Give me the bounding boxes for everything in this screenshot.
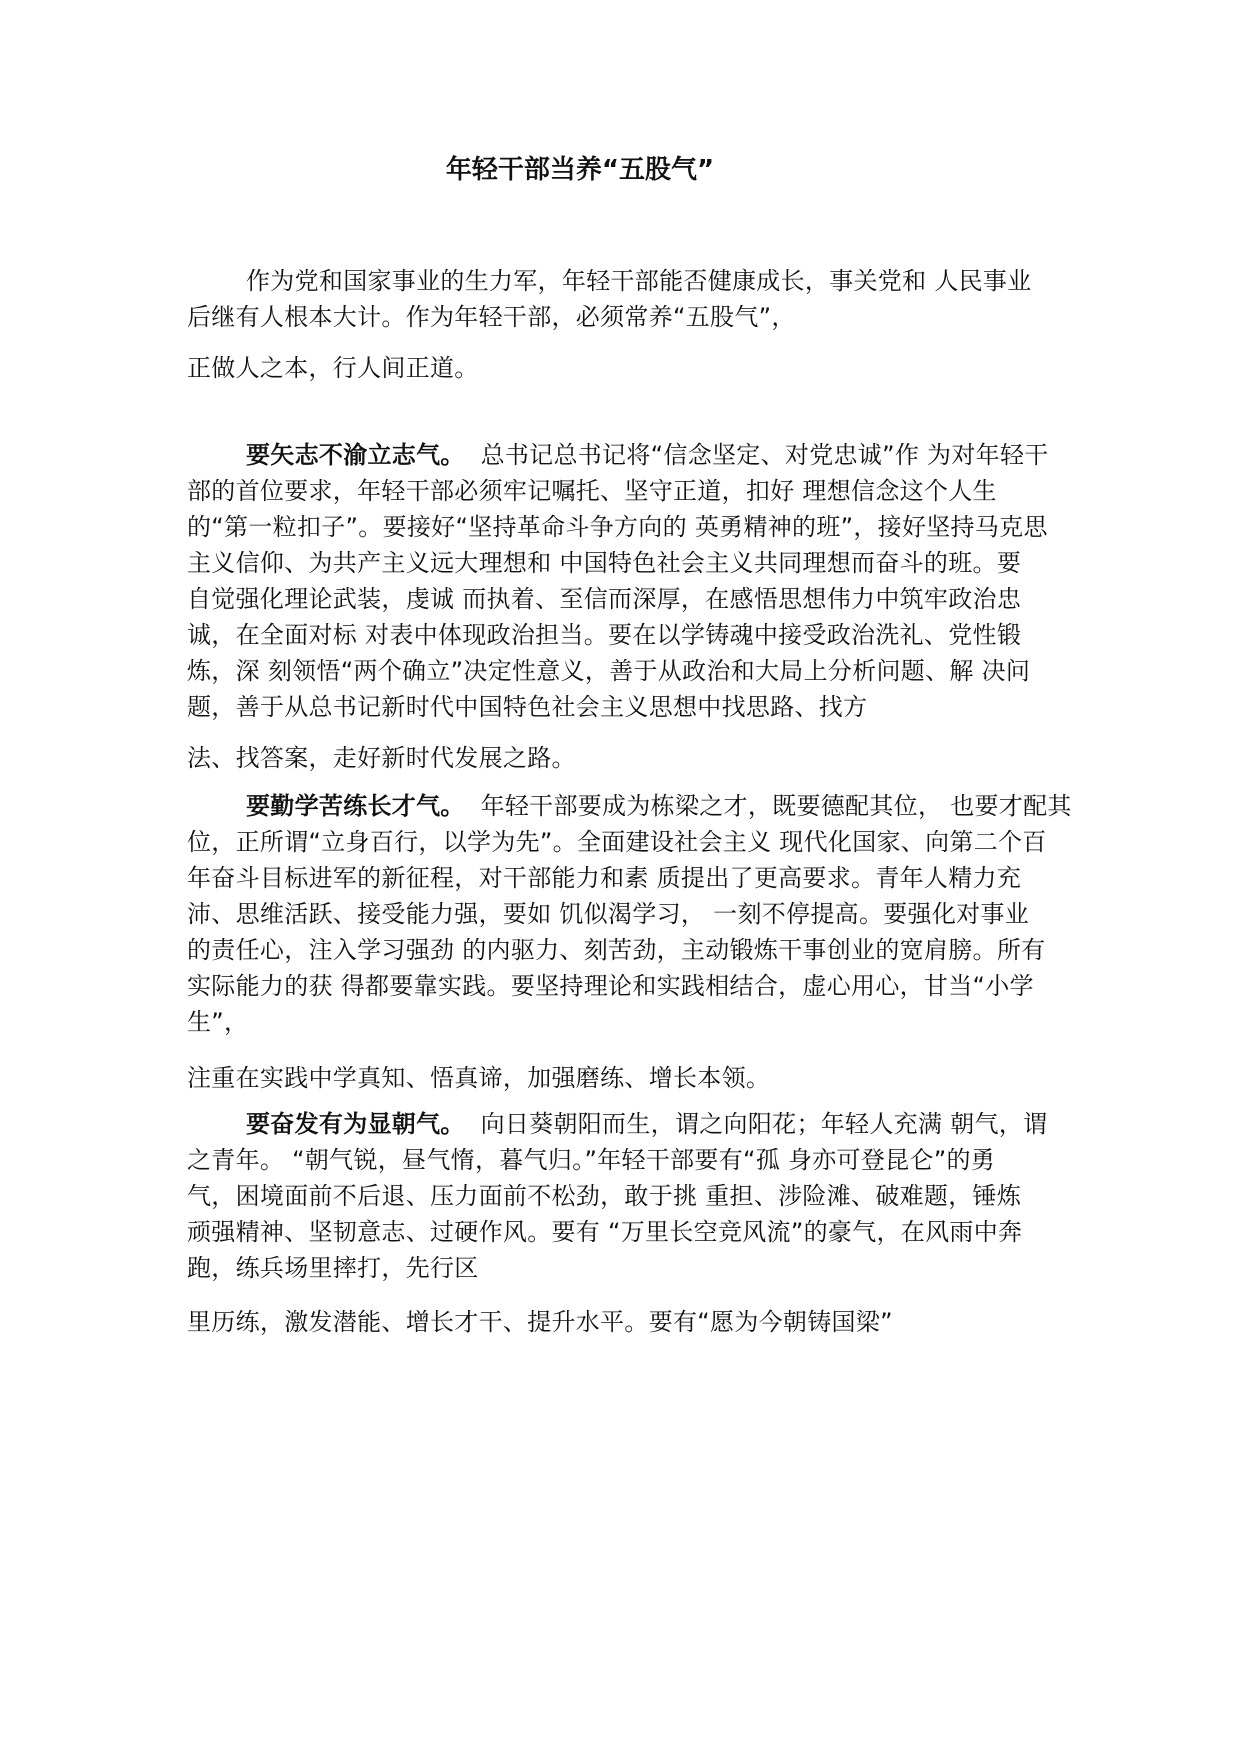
paragraph-line: 题，善于从总书记新时代中国特色社会主义思想中找思路、找方 bbox=[187, 693, 868, 721]
paragraph-line: 的责任心，注入学习强劲 的内驱力、刻苦劲，主动锻炼干事创业的宽肩膀。所有 bbox=[187, 936, 1046, 964]
paragraph-line: 气，困境面前不后退、压力面前不松劲，敢于挑 重担、涉险滩、破难题，锤炼 bbox=[187, 1182, 1022, 1210]
paragraph-line: 实际能力的获 得都要靠实践。要坚持理论和实践相结合，虚心用心，甘当“小学 bbox=[187, 972, 1034, 1000]
document-title: 年轻干部当养“五股气” bbox=[445, 155, 715, 185]
paragraph-line: 炼，深 刻领悟“两个确立”决定性意义，善于从政治和大局上分析问题、解 决问 bbox=[187, 657, 1031, 685]
paragraph-line: 注重在实践中学真知、悟真谛，加强磨练、增长本领。 bbox=[187, 1064, 771, 1092]
section-heading: 要奋发有为显朝气。 bbox=[246, 1110, 465, 1138]
paragraph-line: 正做人之本，行人间正道。 bbox=[187, 354, 479, 382]
paragraph-line: 里历练，激发潜能、增长才干、提升水平。要有“愿为今朝铸国梁” bbox=[187, 1308, 893, 1336]
paragraph-line: 跑，练兵场里摔打，先行区 bbox=[187, 1254, 479, 1282]
section-first-line bbox=[246, 436, 1049, 474]
paragraph-line: 诚，在全面对标 对表中体现政治担当。要在以学铸魂中接受政治洗礼、党性锻 bbox=[187, 621, 1022, 649]
paragraph-line: 部的首位要求，年轻干部必须牢记嘱托、坚守正道，扣好 理想信念这个人生 bbox=[187, 477, 997, 505]
paragraph-line: 自觉强化理论武装，虔诚 而执着、至信而深厚，在感悟思想伟力中筑牢政治忠 bbox=[187, 585, 1022, 613]
section-heading: 要矢志不渝立志气。 bbox=[246, 441, 465, 469]
section-heading: 要勤学苦练长才气。 bbox=[246, 792, 465, 820]
paragraph-line: 年奋斗目标进军的新征程，对干部能力和素 质提出了更高要求。青年人精力充 bbox=[187, 864, 1022, 892]
paragraph-line: 主义信仰、为共产主义远大理想和 中国特色社会主义共同理想而奋斗的班。要 bbox=[187, 549, 1022, 577]
paragraph-line: 作为党和国家事业的生力军，年轻干部能否健康成长，事关党和 人民事业 bbox=[246, 267, 1032, 295]
paragraph-line: 之青年。 “朝气锐，昼气惰，暮气归。”年轻干部要有“孤 身亦可登昆仑”的勇 bbox=[187, 1146, 996, 1174]
paragraph-text: 总书记总书记将“信念坚定、对党忠诚”作 为对年轻干 bbox=[480, 441, 1049, 469]
paragraph-text: 向日葵朝阳而生，谓之向阳花；年轻人充满 朝气，谓 bbox=[480, 1110, 1048, 1138]
paragraph-text: 年轻干部要成为栋梁之才，既要德配其位， 也要才配其 bbox=[480, 792, 1072, 820]
paragraph-line: 的“第一粒扣子”。要接好“坚持革命斗争方向的 英勇精神的班”，接好坚持马克思 bbox=[187, 513, 1048, 541]
section-first-line bbox=[246, 1105, 1047, 1143]
paragraph-line: 沛、思维活跃、接受能力强，要如 饥似渴学习， 一刻不停提高。要强化对事业 bbox=[187, 900, 1030, 928]
paragraph-line: 后继有人根本大计。作为年轻干部，必须常养“五股气”， bbox=[187, 303, 796, 331]
paragraph-line: 法、找答案，走好新时代发展之路。 bbox=[187, 744, 576, 772]
paragraph-line: 生”， bbox=[187, 1008, 249, 1036]
paragraph-line: 位，正所谓“立身百行，以学为先”。全面建设社会主义 现代化国家、向第二个百 bbox=[187, 828, 1047, 856]
paragraph-line: 顽强精神、坚韧意志、过硬作风。要有 “万里长空竞风流”的豪气，在风雨中奔 bbox=[187, 1218, 1023, 1246]
section-first-line bbox=[246, 787, 1072, 825]
